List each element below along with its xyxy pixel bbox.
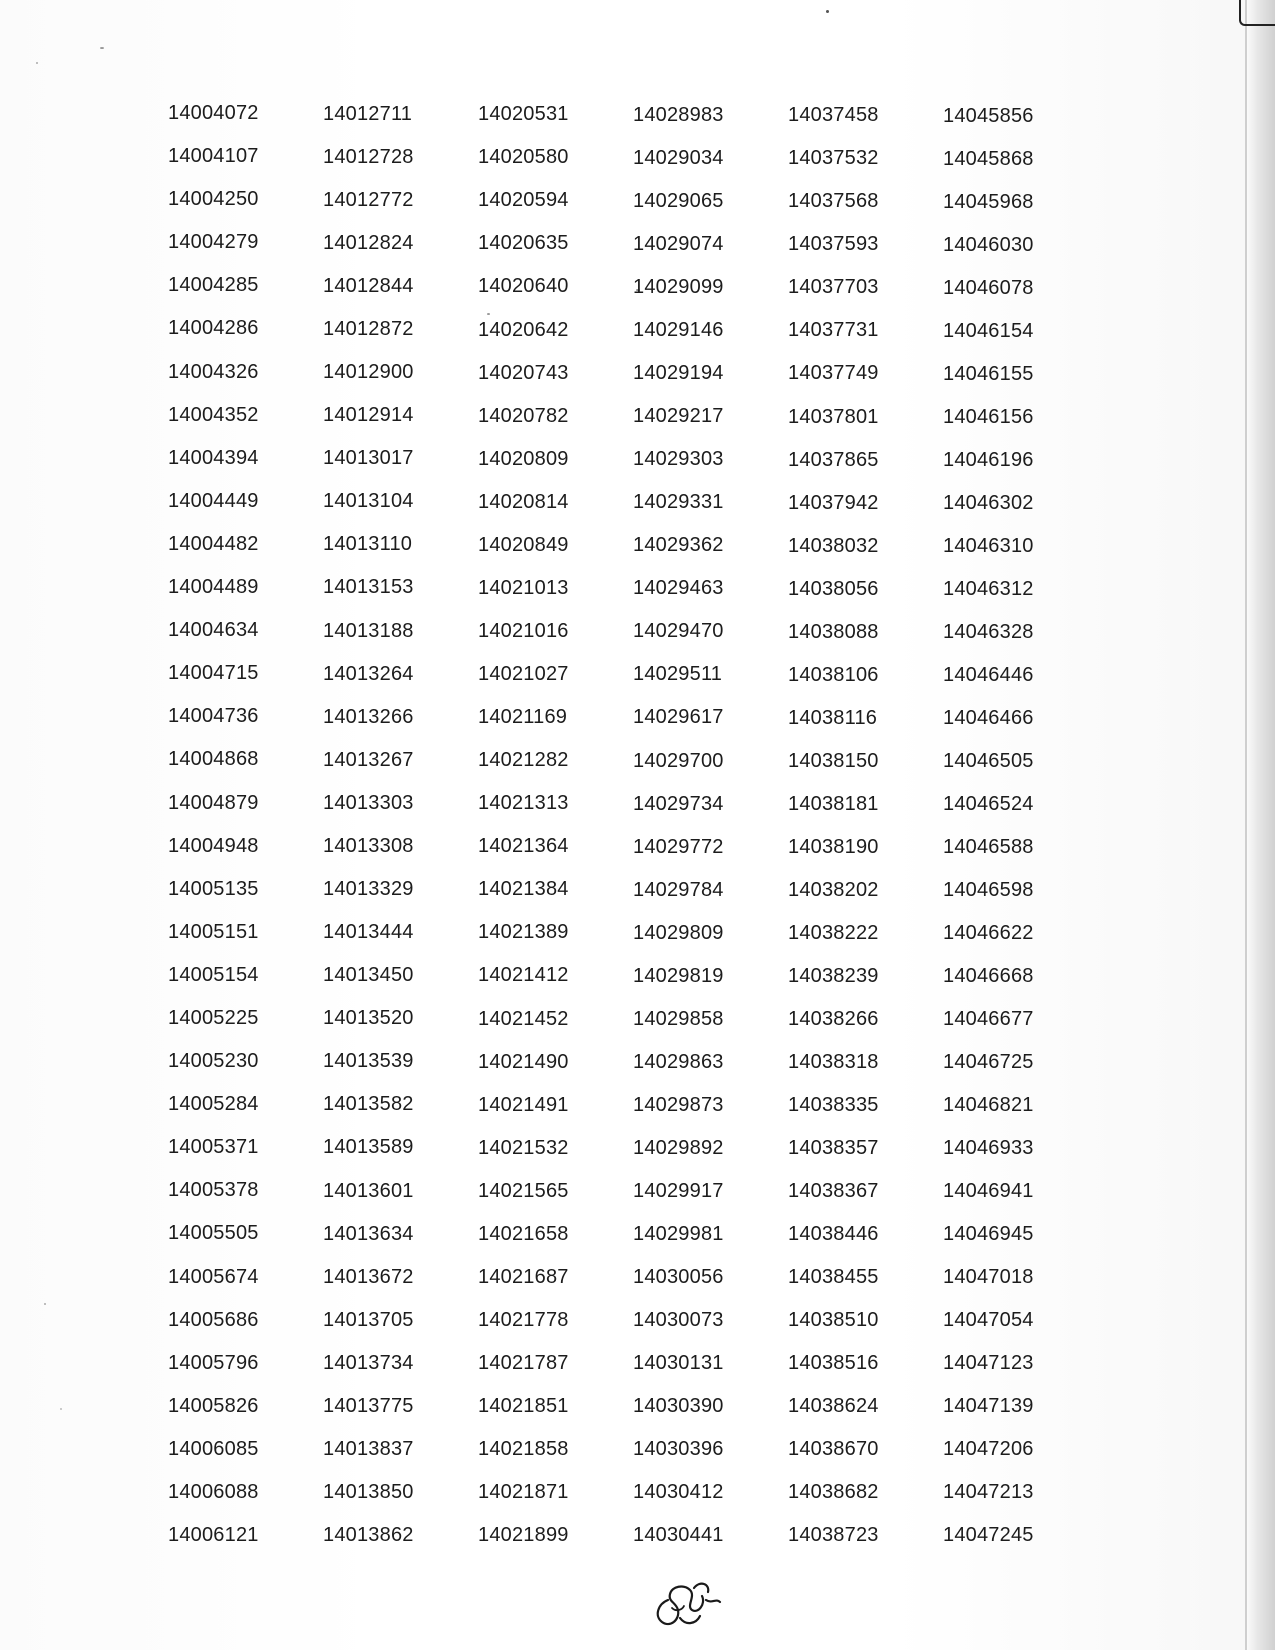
id-number: 14037703 [788,276,879,299]
id-number: 14021532 [478,1136,569,1159]
id-number: 14046446 [943,664,1034,686]
id-number: 14037731 [788,319,879,342]
id-number: 14005505 [168,1222,259,1245]
id-number: 14021851 [478,1395,569,1418]
number-column [788,100,943,1563]
id-number: 14029734 [633,792,724,815]
id-number: 14038181 [788,792,879,815]
id-number: 14038032 [788,534,879,557]
id-number: 14021871 [478,1481,569,1504]
id-number: 14013539 [323,1050,414,1073]
id-number: 14029863 [633,1050,724,1073]
id-number: 14030073 [633,1309,724,1332]
id-number: 14020809 [478,447,569,470]
id-number: 14047206 [943,1438,1034,1460]
id-number: 14013705 [323,1308,414,1331]
id-number: 14005225 [168,1006,259,1029]
scan-speck [44,1303,46,1305]
id-number: 14046196 [943,449,1034,471]
id-number: 14038239 [788,964,879,987]
id-number: 14021364 [478,835,569,858]
id-number: 14046933 [943,1137,1034,1159]
id-number: 14004352 [168,403,259,426]
id-number-table [168,98,1098,1563]
id-number: 14046312 [943,578,1034,600]
id-number: 14037801 [788,405,879,428]
id-number: 14013520 [323,1007,414,1030]
id-number: 14021452 [478,1007,569,1030]
id-number: 14021858 [478,1438,569,1461]
id-number: 14005674 [168,1265,259,1288]
id-number: 14004072 [168,102,259,124]
id-number: 14021658 [478,1222,569,1245]
id-number: 14004489 [168,576,259,599]
id-number: 14046030 [943,234,1034,256]
id-number: 14028983 [633,103,724,126]
id-number: 14013266 [323,705,414,728]
id-number: 14046668 [943,965,1034,987]
id-number: 14046945 [943,1223,1034,1245]
id-number: 14005230 [168,1050,259,1073]
id-number: 14013110 [323,533,413,556]
id-number: 14029892 [633,1136,724,1159]
id-number: 14029099 [633,275,724,298]
signature-mark [650,1560,730,1650]
id-number: 14020743 [478,361,569,384]
scan-speck [100,47,104,49]
id-number: 14038116 [788,706,878,729]
id-number: 14020782 [478,404,569,427]
id-number: 14020814 [478,490,569,513]
id-number: 14030056 [633,1266,724,1289]
id-number: 14030396 [633,1438,724,1461]
id-number: 14012872 [323,317,414,340]
id-number: 14046328 [943,621,1034,643]
id-number: 14047123 [943,1352,1034,1374]
id-number: 14004449 [168,489,259,512]
id-number: 14029194 [633,362,724,385]
id-number: 14037532 [788,147,879,170]
id-number: 14020531 [478,103,569,126]
id-number: 14046505 [943,750,1034,772]
id-number: 14006121 [168,1524,259,1547]
id-number: 14029362 [633,534,724,557]
id-number: 14013589 [323,1136,414,1159]
id-number: 14021490 [478,1050,569,1073]
id-number: 14046677 [943,1008,1034,1030]
id-number: 14005151 [168,920,259,943]
id-number: 14013582 [323,1093,414,1116]
id-number: 14029858 [633,1007,724,1030]
id-number: 14046524 [943,793,1034,815]
id-number: 14046622 [943,922,1034,944]
id-number: 14005378 [168,1179,259,1202]
id-number: 14021384 [478,878,569,901]
id-number: 14012728 [323,145,414,168]
id-number: 14046821 [943,1094,1034,1116]
id-number: 14012772 [323,188,414,211]
id-number: 14030412 [633,1481,724,1504]
id-number: 14030390 [633,1395,724,1418]
id-number: 14030131 [633,1352,724,1375]
id-number: 14020580 [478,146,569,169]
id-number: 14013850 [323,1481,414,1504]
id-number: 14012711 [323,102,413,125]
id-number: 14020635 [478,232,569,255]
id-number: 14037942 [788,491,879,514]
id-number: 14013017 [323,447,414,470]
id-number: 14013104 [323,490,414,513]
id-number: 14047139 [943,1395,1034,1417]
id-number: 14038670 [788,1437,879,1460]
id-number: 14020640 [478,275,569,298]
id-number: 14029809 [633,921,724,944]
id-number: 14004482 [168,532,259,555]
id-number: 14038510 [788,1308,879,1331]
id-number: 14029217 [633,405,724,428]
id-number: 14013634 [323,1222,414,1245]
id-number: 14029331 [633,491,724,514]
id-number: 14004948 [168,834,259,857]
id-number: 14029463 [633,577,724,600]
id-number: 14005135 [168,877,259,900]
id-number: 14013188 [323,619,414,642]
id-number: 14029470 [633,620,724,643]
id-number: 14021899 [478,1524,569,1547]
id-number: 14029917 [633,1179,724,1202]
id-number: 14006085 [168,1437,259,1460]
id-number: 14038056 [788,577,879,600]
id-number: 14037593 [788,233,879,256]
id-number: 14029617 [633,706,724,729]
id-number: 14020642 [478,318,569,341]
id-number: 14021778 [478,1308,569,1331]
number-column [633,100,788,1563]
id-number: 14004285 [168,274,259,297]
id-number: 14013450 [323,964,414,987]
id-number: 14046154 [943,320,1034,342]
number-column [323,99,478,1564]
id-number: 14037865 [788,448,879,471]
id-number: 14038150 [788,749,879,772]
id-number: 14013444 [323,921,414,944]
id-number: 14047213 [943,1481,1034,1503]
id-number: 14004868 [168,748,259,771]
id-number: 14038723 [788,1523,879,1546]
id-number: 14029873 [633,1093,724,1116]
id-number: 14046155 [943,363,1034,385]
id-number: 14013837 [323,1438,414,1461]
id-number: 14005826 [168,1394,259,1417]
id-number: 14037568 [788,190,879,213]
id-number: 14045856 [943,105,1034,127]
id-number: 14047245 [943,1524,1034,1546]
id-number: 14045868 [943,148,1034,170]
id-number: 14047018 [943,1266,1034,1288]
id-number: 14029784 [633,878,724,901]
number-column [943,101,1098,1563]
id-number: 14013264 [323,662,414,685]
id-number: 14013329 [323,878,414,900]
scanner-shadow-edge [1245,0,1275,1650]
id-number: 14046310 [943,535,1034,557]
scan-speck [60,1408,62,1410]
scan-speck [826,10,829,13]
id-number: 14013153 [323,576,414,599]
id-number: 14005154 [168,963,259,986]
id-number: 14021169 [478,706,568,729]
id-number: 14038455 [788,1265,879,1288]
id-number: 14038357 [788,1136,879,1159]
id-number: 14029303 [633,448,724,471]
id-number: 14004326 [168,360,259,383]
id-number: 14013267 [323,748,414,771]
id-number: 14012824 [323,231,414,254]
id-number: 14037458 [788,104,879,127]
id-number: 14020594 [478,189,569,212]
id-number: 14021412 [478,964,569,987]
id-number: 14005371 [168,1136,259,1159]
corner-mark [1239,0,1275,26]
id-number: 14020849 [478,533,569,556]
id-number: 14029981 [633,1223,724,1246]
id-number: 14004715 [168,662,259,685]
id-number: 14012844 [323,274,414,297]
id-number: 14046302 [943,492,1034,514]
id-number: 14038624 [788,1394,879,1417]
id-number: 14021687 [478,1265,569,1288]
id-number: 14013862 [323,1524,414,1547]
id-number: 14021787 [478,1352,569,1374]
id-number: 14045968 [943,191,1034,213]
id-number: 14004879 [168,791,259,814]
id-number: 14046156 [943,406,1034,428]
id-number: 14004250 [168,188,259,211]
id-number: 14004736 [168,705,259,728]
id-number: 14029065 [633,189,724,212]
id-number: 14029074 [633,232,724,255]
scan-speck [36,62,38,64]
id-number: 14029819 [633,964,724,987]
id-number: 14038446 [788,1222,879,1245]
id-number: 14038318 [788,1050,879,1073]
id-number: 14046466 [943,707,1034,729]
id-number: 14004634 [168,619,259,642]
id-number: 14046588 [943,836,1034,858]
id-number: 14013672 [323,1265,414,1288]
id-number: 14021016 [478,619,569,642]
id-number: 14029700 [633,749,724,772]
id-number: 14021282 [478,749,569,772]
id-number: 14029511 [633,663,723,686]
id-number: 14046078 [943,277,1034,299]
id-number: 14013308 [323,834,414,857]
id-number: 14038088 [788,620,879,643]
id-number: 14013775 [323,1394,414,1417]
id-number: 14005796 [168,1351,259,1374]
id-number: 14004286 [168,317,259,340]
id-number: 14005686 [168,1308,259,1331]
id-number: 14012900 [323,361,414,384]
id-number: 14021013 [478,576,569,599]
id-number: 14046725 [943,1051,1034,1073]
id-number: 14038106 [788,663,879,686]
id-number: 14013734 [323,1351,414,1374]
id-number: 14013303 [323,791,414,814]
id-number: 14004107 [168,145,259,168]
number-column [168,98,323,1563]
id-number: 14005284 [168,1093,259,1116]
id-number: 14004279 [168,231,259,254]
id-number: 14030441 [633,1524,724,1547]
id-number: 14029772 [633,835,724,858]
id-number: 14004394 [168,446,259,469]
id-number: 14038266 [788,1007,879,1030]
id-number: 14038202 [788,878,879,901]
id-number: 14038682 [788,1480,879,1503]
id-number: 14046598 [943,879,1034,901]
id-number: 14021565 [478,1179,569,1202]
number-column [478,99,633,1563]
id-number: 14029146 [633,319,724,342]
id-number: 14012914 [323,404,414,427]
id-number: 14021491 [478,1093,569,1116]
id-number: 14006088 [168,1481,259,1503]
id-number: 14038190 [788,835,879,858]
id-number: 14047054 [943,1309,1034,1331]
id-number: 14021389 [478,921,569,944]
id-number: 14038516 [788,1351,879,1374]
id-number: 14038367 [788,1179,879,1202]
id-number: 14038222 [788,921,879,944]
id-number: 14021027 [478,663,569,685]
id-number: 14029034 [633,146,724,169]
id-number: 14046941 [943,1180,1034,1202]
id-number: 14037749 [788,362,879,385]
id-number: 14038335 [788,1093,879,1116]
id-number: 14021313 [478,792,569,815]
id-number: 14013601 [323,1179,414,1202]
